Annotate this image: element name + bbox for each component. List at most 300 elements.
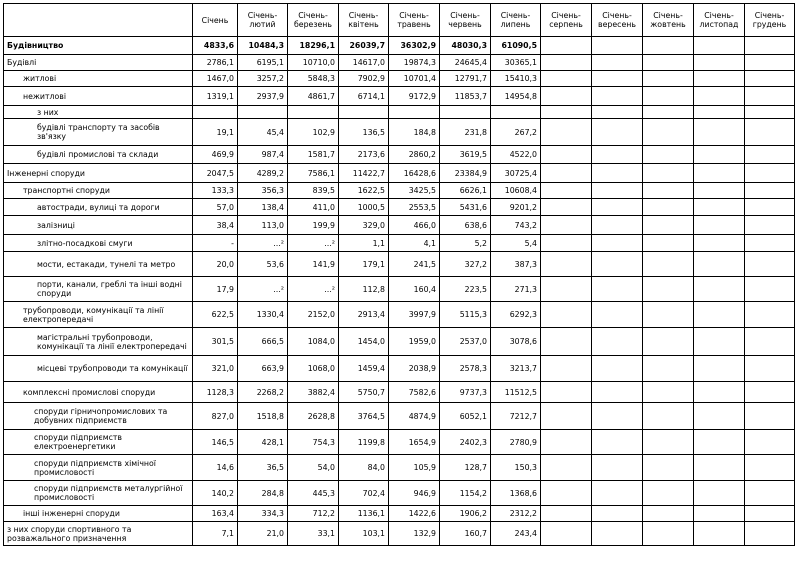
value-cell: 105,9: [389, 455, 440, 481]
value-cell: [541, 302, 592, 328]
value-cell: [643, 119, 694, 146]
value-cell: [643, 302, 694, 328]
value-cell: 743,2: [491, 216, 541, 235]
value-cell: [694, 235, 745, 252]
value-cell: …²: [288, 277, 339, 302]
column-header: Січень: [193, 4, 238, 37]
value-cell: [541, 235, 592, 252]
value-cell: -: [193, 235, 238, 252]
value-cell: 14,6: [193, 455, 238, 481]
value-cell: [592, 146, 643, 164]
value-cell: [592, 277, 643, 302]
value-cell: [694, 277, 745, 302]
value-cell: [745, 119, 795, 146]
value-cell: [694, 55, 745, 71]
value-cell: 712,2: [288, 506, 339, 522]
value-cell: 284,8: [238, 481, 288, 506]
value-cell: [193, 106, 238, 119]
value-cell: [643, 382, 694, 403]
value-cell: [643, 506, 694, 522]
value-cell: 19874,3: [389, 55, 440, 71]
value-cell: [592, 328, 643, 356]
value-cell: 1959,0: [389, 328, 440, 356]
value-cell: [541, 382, 592, 403]
value-cell: 7902,9: [339, 71, 389, 87]
value-cell: [592, 481, 643, 506]
value-cell: 2860,2: [389, 146, 440, 164]
row-label: магістральні трубопроводи, комунікації та лінії електропередачі: [4, 328, 193, 356]
value-cell: [694, 403, 745, 430]
value-cell: [541, 71, 592, 87]
value-cell: [592, 252, 643, 277]
value-cell: [694, 356, 745, 382]
value-cell: 53,6: [238, 252, 288, 277]
column-header: Січень-жовтень: [643, 4, 694, 37]
value-cell: 48030,3: [440, 37, 491, 55]
value-cell: [541, 87, 592, 106]
value-cell: [592, 356, 643, 382]
value-cell: [643, 37, 694, 55]
value-cell: [694, 199, 745, 216]
value-cell: [694, 71, 745, 87]
value-cell: [339, 106, 389, 119]
value-cell: 2312,2: [491, 506, 541, 522]
row-label: транспортні споруди: [4, 183, 193, 199]
value-cell: 223,5: [440, 277, 491, 302]
value-cell: 11853,7: [440, 87, 491, 106]
value-cell: [745, 328, 795, 356]
value-cell: 5750,7: [339, 382, 389, 403]
value-cell: 4,1: [389, 235, 440, 252]
value-cell: [541, 55, 592, 71]
value-cell: 136,5: [339, 119, 389, 146]
value-cell: [694, 328, 745, 356]
row-label: мости, естакади, тунелі та метро: [4, 252, 193, 277]
row-label: споруди підприємств металургійної промисловості: [4, 481, 193, 506]
value-cell: 2780,9: [491, 430, 541, 455]
value-cell: [694, 481, 745, 506]
value-cell: [745, 481, 795, 506]
row-label: споруди підприємств хімічної промисловості: [4, 455, 193, 481]
row-label: автостради, вулиці та дороги: [4, 199, 193, 216]
value-cell: 36,5: [238, 455, 288, 481]
value-cell: 3257,2: [238, 71, 288, 87]
table-row: [4, 106, 795, 119]
value-cell: 150,3: [491, 455, 541, 481]
value-cell: 2402,3: [440, 430, 491, 455]
value-cell: [745, 277, 795, 302]
value-cell: [694, 106, 745, 119]
table-row: [4, 216, 795, 235]
value-cell: [694, 119, 745, 146]
value-cell: [643, 164, 694, 183]
value-cell: …²: [238, 235, 288, 252]
value-cell: [694, 183, 745, 199]
value-cell: 946,9: [389, 481, 440, 506]
value-cell: 356,3: [238, 183, 288, 199]
value-cell: [745, 199, 795, 216]
value-cell: [440, 106, 491, 119]
value-cell: 132,9: [389, 522, 440, 546]
value-cell: 6714,1: [339, 87, 389, 106]
value-cell: 2173,6: [339, 146, 389, 164]
value-cell: 4861,7: [288, 87, 339, 106]
value-cell: [541, 481, 592, 506]
value-cell: 184,8: [389, 119, 440, 146]
value-cell: 54,0: [288, 455, 339, 481]
value-cell: 7586,1: [288, 164, 339, 183]
value-cell: 5,4: [491, 235, 541, 252]
row-label: житлові: [4, 71, 193, 87]
value-cell: [541, 37, 592, 55]
value-cell: 102,9: [288, 119, 339, 146]
value-cell: 103,1: [339, 522, 389, 546]
value-cell: 2152,0: [288, 302, 339, 328]
value-cell: 12791,7: [440, 71, 491, 87]
value-cell: [541, 183, 592, 199]
value-cell: [745, 506, 795, 522]
value-cell: 1154,2: [440, 481, 491, 506]
row-label: Будівлі: [4, 55, 193, 71]
value-cell: …²: [288, 235, 339, 252]
value-cell: 11512,5: [491, 382, 541, 403]
value-cell: 4522,0: [491, 146, 541, 164]
value-cell: [643, 87, 694, 106]
value-cell: 1654,9: [389, 430, 440, 455]
row-label: будівлі промислові та склади: [4, 146, 193, 164]
value-cell: 466,0: [389, 216, 440, 235]
value-cell: 23384,9: [440, 164, 491, 183]
value-cell: 21,0: [238, 522, 288, 546]
value-cell: 5848,3: [288, 71, 339, 87]
row-label: Будівництво: [4, 37, 193, 55]
value-cell: 1906,2: [440, 506, 491, 522]
value-cell: [592, 55, 643, 71]
value-cell: [592, 119, 643, 146]
value-cell: 11422,7: [339, 164, 389, 183]
value-cell: [694, 216, 745, 235]
value-cell: [694, 506, 745, 522]
value-cell: 301,5: [193, 328, 238, 356]
value-cell: 141,9: [288, 252, 339, 277]
value-cell: 387,3: [491, 252, 541, 277]
value-cell: 146,5: [193, 430, 238, 455]
value-cell: 3213,7: [491, 356, 541, 382]
value-cell: 2553,5: [389, 199, 440, 216]
value-cell: 1136,1: [339, 506, 389, 522]
column-header: Січень-вересень: [592, 4, 643, 37]
table-row: [4, 277, 795, 302]
row-label: з них: [4, 106, 193, 119]
value-cell: 57,0: [193, 199, 238, 216]
value-cell: 61090,5: [491, 37, 541, 55]
value-cell: [592, 455, 643, 481]
value-cell: 3997,9: [389, 302, 440, 328]
table-row: [4, 183, 795, 199]
value-cell: [745, 164, 795, 183]
value-cell: 3619,5: [440, 146, 491, 164]
row-label: будівлі транспорту та засобів зв'язку: [4, 119, 193, 146]
value-cell: 321,0: [193, 356, 238, 382]
value-cell: [541, 430, 592, 455]
value-cell: 1319,1: [193, 87, 238, 106]
value-cell: 10701,4: [389, 71, 440, 87]
value-cell: 754,3: [288, 430, 339, 455]
value-cell: 1454,0: [339, 328, 389, 356]
value-cell: 243,4: [491, 522, 541, 546]
value-cell: [643, 55, 694, 71]
value-cell: [745, 55, 795, 71]
row-label: інші інженерні споруди: [4, 506, 193, 522]
value-cell: 411,0: [288, 199, 339, 216]
value-cell: 38,4: [193, 216, 238, 235]
value-cell: [643, 430, 694, 455]
table-row: [4, 302, 795, 328]
value-cell: [694, 146, 745, 164]
row-label: трубопроводи, комунікації та лінії електропередачі: [4, 302, 193, 328]
value-cell: 112,8: [339, 277, 389, 302]
value-cell: [745, 403, 795, 430]
value-cell: 26039,7: [339, 37, 389, 55]
value-cell: [745, 71, 795, 87]
value-cell: 1518,8: [238, 403, 288, 430]
value-cell: [643, 183, 694, 199]
value-cell: [541, 146, 592, 164]
value-cell: 1459,4: [339, 356, 389, 382]
value-cell: [592, 302, 643, 328]
table-row: [4, 55, 795, 71]
row-label: злітно-посадкові смуги: [4, 235, 193, 252]
value-cell: [592, 506, 643, 522]
value-cell: 160,4: [389, 277, 440, 302]
value-cell: [541, 356, 592, 382]
value-cell: [541, 164, 592, 183]
row-label: споруди гірничопромислових та добувних підприємств: [4, 403, 193, 430]
value-cell: [288, 106, 339, 119]
value-cell: 1128,3: [193, 382, 238, 403]
value-cell: [694, 430, 745, 455]
value-cell: [643, 106, 694, 119]
value-cell: 128,7: [440, 455, 491, 481]
value-cell: 3425,5: [389, 183, 440, 199]
row-label: нежитлові: [4, 87, 193, 106]
value-cell: 469,9: [193, 146, 238, 164]
value-cell: [643, 522, 694, 546]
value-cell: 271,3: [491, 277, 541, 302]
value-cell: [643, 252, 694, 277]
column-header: Січень-липень: [491, 4, 541, 37]
value-cell: 179,1: [339, 252, 389, 277]
value-cell: [541, 522, 592, 546]
value-cell: [541, 106, 592, 119]
table-row: [4, 506, 795, 522]
value-cell: [745, 106, 795, 119]
value-cell: [745, 146, 795, 164]
value-cell: 7,1: [193, 522, 238, 546]
table-row: [4, 356, 795, 382]
value-cell: 4289,2: [238, 164, 288, 183]
value-cell: [745, 455, 795, 481]
value-cell: 10710,0: [288, 55, 339, 71]
value-cell: 839,5: [288, 183, 339, 199]
row-label: Інженерні споруди: [4, 164, 193, 183]
table-row: [4, 235, 795, 252]
row-label: комплексні промислові споруди: [4, 382, 193, 403]
value-cell: 3764,5: [339, 403, 389, 430]
value-cell: [643, 356, 694, 382]
value-cell: [592, 216, 643, 235]
value-cell: [745, 356, 795, 382]
column-header: Січень-березень: [288, 4, 339, 37]
value-cell: [643, 328, 694, 356]
row-label: місцеві трубопроводи та комунікації: [4, 356, 193, 382]
value-cell: 334,3: [238, 506, 288, 522]
value-cell: [745, 216, 795, 235]
value-cell: 5115,3: [440, 302, 491, 328]
value-cell: 15410,3: [491, 71, 541, 87]
value-cell: 20,0: [193, 252, 238, 277]
value-cell: 1330,4: [238, 302, 288, 328]
column-header: Січень-лютий: [238, 4, 288, 37]
value-cell: 9737,3: [440, 382, 491, 403]
value-cell: 1068,0: [288, 356, 339, 382]
value-cell: [541, 216, 592, 235]
value-cell: [592, 37, 643, 55]
value-cell: [643, 481, 694, 506]
value-cell: [643, 146, 694, 164]
value-cell: [694, 522, 745, 546]
value-cell: 1199,8: [339, 430, 389, 455]
value-cell: 5431,6: [440, 199, 491, 216]
value-cell: 329,0: [339, 216, 389, 235]
value-cell: [541, 119, 592, 146]
value-cell: 9172,9: [389, 87, 440, 106]
value-cell: [389, 106, 440, 119]
value-cell: [694, 455, 745, 481]
table-row: [4, 199, 795, 216]
value-cell: 14954,8: [491, 87, 541, 106]
value-cell: 30725,4: [491, 164, 541, 183]
value-cell: 1622,5: [339, 183, 389, 199]
value-cell: [643, 455, 694, 481]
value-cell: [491, 106, 541, 119]
value-cell: 2913,4: [339, 302, 389, 328]
header-row: [4, 4, 795, 37]
value-cell: [643, 235, 694, 252]
table-row: [4, 328, 795, 356]
value-cell: 10484,3: [238, 37, 288, 55]
column-header: Січень-грудень: [745, 4, 795, 37]
value-cell: [643, 277, 694, 302]
table-body: [4, 37, 795, 546]
value-cell: 17,9: [193, 277, 238, 302]
value-cell: [643, 71, 694, 87]
value-cell: 160,7: [440, 522, 491, 546]
value-cell: [541, 455, 592, 481]
value-cell: 133,3: [193, 183, 238, 199]
value-cell: [694, 87, 745, 106]
value-cell: 2937,9: [238, 87, 288, 106]
value-cell: [745, 430, 795, 455]
value-cell: 1,1: [339, 235, 389, 252]
table-row: [4, 37, 795, 55]
value-cell: [745, 302, 795, 328]
value-cell: 84,0: [339, 455, 389, 481]
value-cell: 2786,1: [193, 55, 238, 71]
value-cell: 113,0: [238, 216, 288, 235]
value-cell: [541, 199, 592, 216]
value-cell: 2628,8: [288, 403, 339, 430]
header-empty-cell: [4, 4, 193, 37]
value-cell: [592, 106, 643, 119]
column-header: Січень-червень: [440, 4, 491, 37]
value-cell: 19,1: [193, 119, 238, 146]
value-cell: 163,4: [193, 506, 238, 522]
value-cell: [694, 37, 745, 55]
value-cell: 2537,0: [440, 328, 491, 356]
value-cell: [745, 522, 795, 546]
value-cell: 241,5: [389, 252, 440, 277]
value-cell: 1000,5: [339, 199, 389, 216]
value-cell: [541, 403, 592, 430]
value-cell: 1368,6: [491, 481, 541, 506]
value-cell: 6195,1: [238, 55, 288, 71]
column-header: Січень-листопад: [694, 4, 745, 37]
value-cell: 199,9: [288, 216, 339, 235]
value-cell: 24645,4: [440, 55, 491, 71]
value-cell: 1581,7: [288, 146, 339, 164]
value-cell: 7582,6: [389, 382, 440, 403]
table-row: [4, 146, 795, 164]
table-row: [4, 87, 795, 106]
value-cell: 702,4: [339, 481, 389, 506]
value-cell: [694, 302, 745, 328]
value-cell: [592, 382, 643, 403]
value-cell: 267,2: [491, 119, 541, 146]
value-cell: 1084,0: [288, 328, 339, 356]
table-row: [4, 403, 795, 430]
value-cell: [745, 37, 795, 55]
table-row: [4, 382, 795, 403]
value-cell: 7212,7: [491, 403, 541, 430]
value-cell: 1467,0: [193, 71, 238, 87]
value-cell: [541, 506, 592, 522]
value-cell: 30365,1: [491, 55, 541, 71]
value-cell: 622,5: [193, 302, 238, 328]
value-cell: [592, 183, 643, 199]
value-cell: …²: [238, 277, 288, 302]
table-row: [4, 455, 795, 481]
value-cell: 1422,6: [389, 506, 440, 522]
value-cell: [541, 252, 592, 277]
table-row: [4, 119, 795, 146]
table-row: [4, 481, 795, 506]
value-cell: [592, 403, 643, 430]
table-row: [4, 71, 795, 87]
value-cell: [745, 382, 795, 403]
value-cell: 987,4: [238, 146, 288, 164]
value-cell: 2038,9: [389, 356, 440, 382]
value-cell: 33,1: [288, 522, 339, 546]
value-cell: 10608,4: [491, 183, 541, 199]
value-cell: [592, 199, 643, 216]
column-header: Січень-квітень: [339, 4, 389, 37]
value-cell: 666,5: [238, 328, 288, 356]
row-label: залізниці: [4, 216, 193, 235]
value-cell: [745, 235, 795, 252]
value-cell: 827,0: [193, 403, 238, 430]
value-cell: 4833,6: [193, 37, 238, 55]
